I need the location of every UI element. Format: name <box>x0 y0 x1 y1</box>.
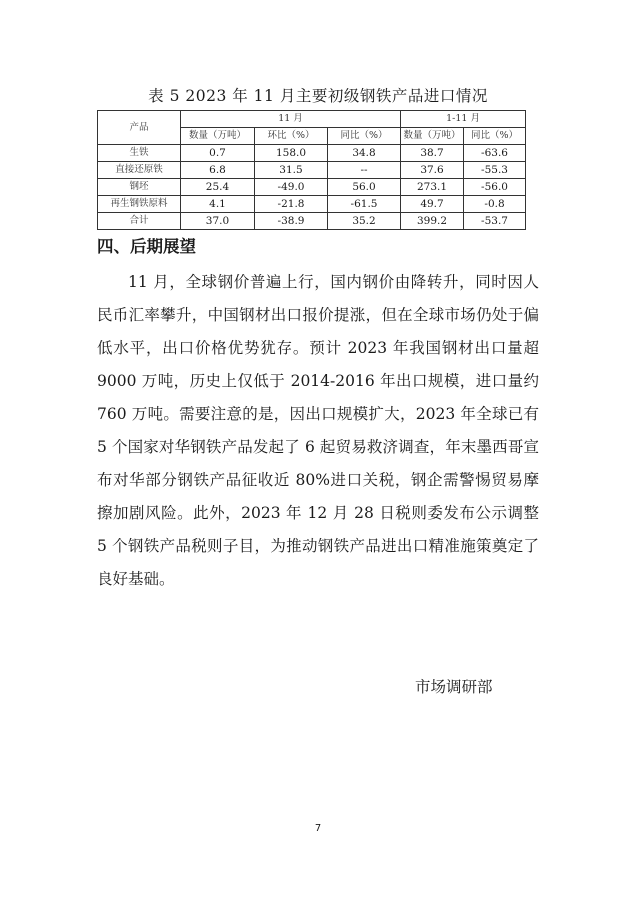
row-qty: 0.7 <box>181 145 255 162</box>
row-qty-ytd: 399.2 <box>401 213 464 230</box>
row-yoy: -- <box>328 162 401 179</box>
table-row <box>98 162 526 179</box>
row-mom: -38.9 <box>255 213 328 230</box>
row-product-name: 钢坯 <box>98 179 181 196</box>
department-signature: 市场调研部 <box>415 678 493 696</box>
row-mom: 158.0 <box>255 145 328 162</box>
header-group-ytd: 1-11 月 <box>401 111 526 128</box>
row-qty-ytd: 37.6 <box>401 162 464 179</box>
header-mom: 环比（%） <box>255 128 328 145</box>
header-qty-ytd: 数量（万吨） <box>401 128 464 145</box>
table-row <box>98 196 526 213</box>
row-product-name: 再生钢铁原料 <box>98 196 181 213</box>
row-product-name: 合计 <box>98 213 181 230</box>
row-qty-ytd: 38.7 <box>401 145 464 162</box>
table-row-total <box>98 213 526 230</box>
row-qty-ytd: 49.7 <box>401 196 464 213</box>
row-yoy: -61.5 <box>328 196 401 213</box>
page-number: 7 <box>314 823 322 834</box>
import-table <box>97 110 526 230</box>
header-product: 产品 <box>98 111 181 145</box>
row-yoy: 34.8 <box>328 145 401 162</box>
table-row <box>98 145 526 162</box>
table-header-row-1 <box>98 111 526 128</box>
outlook-paragraph: 11 月，全球钢价普遍上行，国内钢价由降转升，同时因人民币汇率攀升，中国钢材出口报价提涨，但在全球市场仍处于偏低水平，出口价格优势犹存。预计 2023 年我国钢材出口量超 9000 万吨，历史上仅低于 2014-2016 年出口规模，进口量约 760 万吨。需要注意的是，因出口规模扩大，2023 年全球已有 5 个国家对华钢铁产品发起了 6 起贸易救济调查，年末墨西哥宣布对华部分钢铁产品征收近 80%进口关税，钢企需警惕贸易摩擦加剧风险。此外，2023 年 12 月 28 日税则委发布公示调整 5 个钢铁产品税则子目，为推动钢铁产品进出口精准施策奠定了良好基础。 <box>97 273 539 588</box>
row-qty: 6.8 <box>181 162 255 179</box>
row-product-name: 生铁 <box>98 145 181 162</box>
header-qty: 数量（万吨） <box>181 128 255 145</box>
row-yoy: 56.0 <box>328 179 401 196</box>
row-mom: 31.5 <box>255 162 328 179</box>
table-row <box>98 179 526 196</box>
row-mom: -49.0 <box>255 179 328 196</box>
row-yoy-ytd: -0.8 <box>464 196 526 213</box>
row-qty: 37.0 <box>181 213 255 230</box>
row-yoy-ytd: -55.3 <box>464 162 526 179</box>
row-yoy: 35.2 <box>328 213 401 230</box>
row-mom: -21.8 <box>255 196 328 213</box>
row-qty-ytd: 273.1 <box>401 179 464 196</box>
header-yoy-ytd: 同比（%） <box>464 128 526 145</box>
header-yoy: 同比（%） <box>328 128 401 145</box>
row-yoy-ytd: -56.0 <box>464 179 526 196</box>
row-yoy-ytd: -63.6 <box>464 145 526 162</box>
row-qty: 25.4 <box>181 179 255 196</box>
section-heading: 四、后期展望 <box>97 237 196 256</box>
row-qty: 4.1 <box>181 196 255 213</box>
header-group-november: 11 月 <box>181 111 401 128</box>
row-yoy-ytd: -53.7 <box>464 213 526 230</box>
table-caption: 表 5 2023 年 11 月主要初级钢铁产品进口情况 <box>148 87 488 105</box>
row-product-name: 直接还原铁 <box>98 162 181 179</box>
